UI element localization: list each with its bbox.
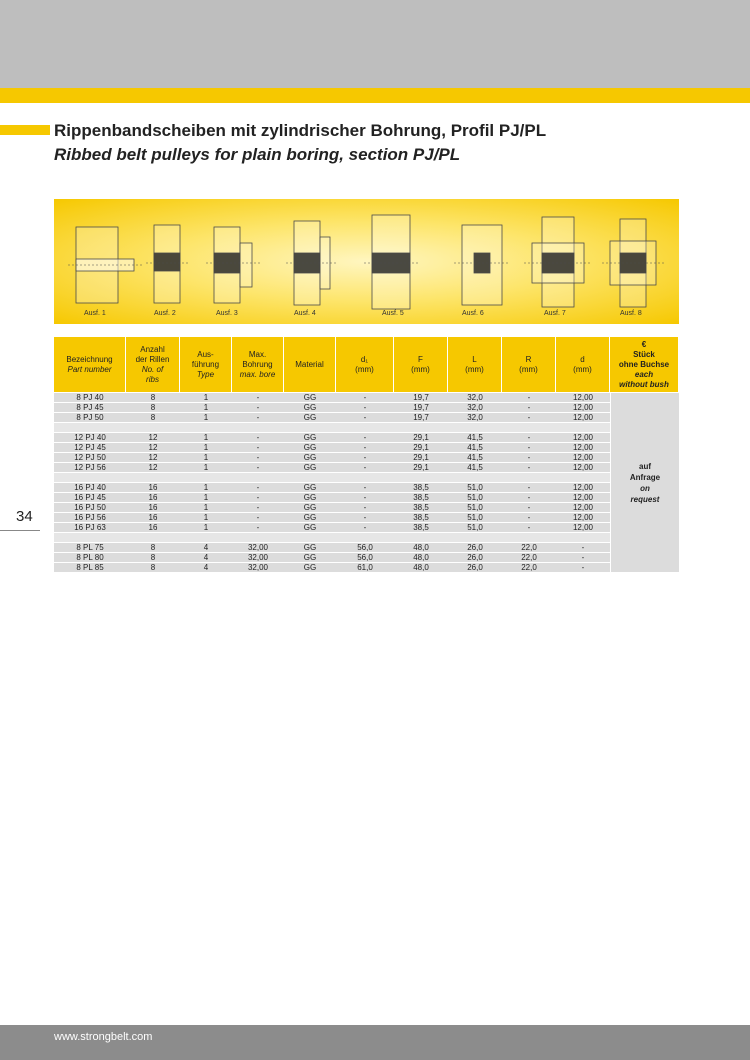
table-cell: 12,00: [556, 453, 610, 463]
technical-drawings-panel: [54, 199, 679, 324]
drawing-label-4: Ausf. 4: [294, 310, 316, 317]
table-cell: 1: [180, 503, 232, 513]
table-cell: 1: [180, 453, 232, 463]
table-cell: -: [232, 513, 284, 523]
table-cell: -: [556, 543, 610, 553]
table-row: [54, 403, 679, 413]
table-cell: 48,0: [394, 563, 448, 573]
table-cell: 8: [126, 403, 180, 413]
table-cell: -: [232, 433, 284, 443]
table-cell: 8 PL 85: [54, 563, 126, 573]
table-cell: GG: [284, 443, 336, 453]
table-cell: 16: [126, 493, 180, 503]
drawing-label-2: Ausf. 2: [154, 310, 176, 317]
table-header-row: [54, 337, 679, 393]
page-title-de: Rippenbandscheiben mit zylindrischer Bohrung, Profil PJ/PL: [54, 121, 547, 140]
table-row: [54, 503, 679, 513]
table-cell: 12,00: [556, 503, 610, 513]
table-cell: GG: [284, 433, 336, 443]
table-cell: -: [502, 493, 556, 503]
table-cell: 16 PJ 45: [54, 493, 126, 503]
table-cell: -: [502, 463, 556, 473]
table-cell: 12 PJ 40: [54, 433, 126, 443]
table-cell: GG: [284, 493, 336, 503]
table-cell: GG: [284, 523, 336, 533]
group-separator-row: [54, 533, 679, 543]
table-row: [54, 413, 679, 423]
table-cell: -: [232, 393, 284, 403]
table-cell: GG: [284, 453, 336, 463]
header-material: Material: [284, 337, 336, 393]
table-cell: -: [336, 393, 394, 403]
table-cell: 29,1: [394, 443, 448, 453]
accent-band: [0, 88, 750, 103]
table-cell: 19,7: [394, 393, 448, 403]
table-cell: 16 PJ 63: [54, 523, 126, 533]
table-cell: -: [336, 503, 394, 513]
table-cell: -: [336, 413, 394, 423]
table-row: [54, 463, 679, 473]
table-cell: 16 PJ 56: [54, 513, 126, 523]
table-cell: -: [336, 453, 394, 463]
table-cell: 12,00: [556, 403, 610, 413]
table-cell: -: [336, 483, 394, 493]
table-cell: GG: [284, 553, 336, 563]
table-cell: -: [232, 453, 284, 463]
table-cell: 12,00: [556, 483, 610, 493]
table-cell: 26,0: [448, 553, 502, 563]
table-row: [54, 453, 679, 463]
table-cell: 56,0: [336, 553, 394, 563]
table-cell: -: [502, 513, 556, 523]
drawing-label-3: Ausf. 3: [216, 310, 238, 317]
table-cell: GG: [284, 463, 336, 473]
table-cell: 19,7: [394, 413, 448, 423]
table-row: [54, 523, 679, 533]
table-cell: 12,00: [556, 443, 610, 453]
table-cell: 32,0: [448, 393, 502, 403]
table-cell: 51,0: [448, 523, 502, 533]
table-cell: -: [232, 403, 284, 413]
table-cell: GG: [284, 503, 336, 513]
table-cell: 12,00: [556, 413, 610, 423]
table-cell: 1: [180, 523, 232, 533]
table-cell: 8 PL 75: [54, 543, 126, 553]
table-cell: 12: [126, 443, 180, 453]
table-cell: 12,00: [556, 433, 610, 443]
table-cell: 48,0: [394, 543, 448, 553]
table-cell: 8 PJ 40: [54, 393, 126, 403]
title-marker: [0, 125, 50, 135]
table-cell: 32,0: [448, 403, 502, 413]
table-row: [54, 493, 679, 503]
table-cell: 1: [180, 433, 232, 443]
price-on-request: auf Anfrage on request: [610, 393, 679, 573]
table-cell: -: [336, 463, 394, 473]
page-number: 34: [16, 508, 33, 525]
header-f: F (mm): [394, 337, 448, 393]
table-cell: -: [232, 463, 284, 473]
table-cell: 12 PJ 56: [54, 463, 126, 473]
drawing-label-6: Ausf. 6: [462, 310, 484, 317]
drawing-label-7: Ausf. 7: [544, 310, 566, 317]
table-cell: 4: [180, 543, 232, 553]
table-cell: -: [502, 443, 556, 453]
header-d1: d₁ (mm): [336, 337, 394, 393]
table-cell: 29,1: [394, 433, 448, 443]
table-row: [54, 513, 679, 523]
table-row: [54, 443, 679, 453]
header-price: € Stück ohne Buchse each without bush: [610, 337, 679, 393]
table-cell: 26,0: [448, 563, 502, 573]
table-cell: -: [232, 483, 284, 493]
table-cell: 38,5: [394, 503, 448, 513]
table-cell: 16: [126, 523, 180, 533]
table-cell: -: [502, 413, 556, 423]
table-cell: 16 PJ 40: [54, 483, 126, 493]
table-cell: 32,00: [232, 553, 284, 563]
table-cell: -: [336, 403, 394, 413]
table-cell: 4: [180, 563, 232, 573]
table-cell: 8 PJ 45: [54, 403, 126, 413]
group-separator-row: [54, 473, 679, 483]
table-cell: -: [336, 433, 394, 443]
table-cell: 41,5: [448, 463, 502, 473]
table-cell: 8 PJ 50: [54, 413, 126, 423]
table-cell: 1: [180, 513, 232, 523]
table-cell: 51,0: [448, 483, 502, 493]
table-cell: 1: [180, 493, 232, 503]
table-cell: GG: [284, 483, 336, 493]
table-cell: 8: [126, 543, 180, 553]
table-cell: 32,00: [232, 543, 284, 553]
table-cell: 48,0: [394, 553, 448, 563]
drawing-label-1: Ausf. 1: [84, 310, 106, 317]
table-cell: 8: [126, 553, 180, 563]
table-cell: -: [232, 493, 284, 503]
table-cell: 1: [180, 463, 232, 473]
table-cell: 16: [126, 483, 180, 493]
footer-url[interactable]: www.strongbelt.com: [54, 1031, 153, 1043]
group-separator: [54, 473, 610, 483]
table-cell: 38,5: [394, 483, 448, 493]
pulley-drawings: [54, 199, 679, 324]
table-cell: 22,0: [502, 543, 556, 553]
header-band: [0, 0, 750, 88]
table-cell: -: [502, 483, 556, 493]
table-cell: -: [232, 413, 284, 423]
header-max-bore: Max. Bohrung max. bore: [232, 337, 284, 393]
table-cell: -: [232, 443, 284, 453]
drawing-label-8: Ausf. 8: [620, 310, 642, 317]
table-cell: -: [502, 403, 556, 413]
table-cell: -: [556, 553, 610, 563]
table-cell: 12: [126, 433, 180, 443]
table-cell: -: [502, 433, 556, 443]
table-cell: GG: [284, 393, 336, 403]
group-separator: [54, 533, 610, 543]
group-separator: [54, 423, 610, 433]
table-cell: 1: [180, 443, 232, 453]
table-cell: 12,00: [556, 393, 610, 403]
table-cell: 38,5: [394, 513, 448, 523]
table-cell: 4: [180, 553, 232, 563]
table-cell: -: [502, 393, 556, 403]
table-cell: -: [336, 513, 394, 523]
table-cell: 29,1: [394, 453, 448, 463]
table-cell: 12 PJ 45: [54, 443, 126, 453]
table-cell: 12,00: [556, 513, 610, 523]
table-cell: -: [336, 493, 394, 503]
table-cell: 32,00: [232, 563, 284, 573]
table-cell: 51,0: [448, 513, 502, 523]
table-cell: -: [336, 443, 394, 453]
table-cell: 29,1: [394, 463, 448, 473]
table-cell: 41,5: [448, 433, 502, 443]
table-row: [54, 483, 679, 493]
table-cell: 56,0: [336, 543, 394, 553]
table-cell: 12,00: [556, 493, 610, 503]
table-cell: 61,0: [336, 563, 394, 573]
table-cell: 16 PJ 50: [54, 503, 126, 513]
page-title-en: Ribbed belt pulleys for plain boring, section PJ/PL: [54, 145, 461, 164]
table-cell: 38,5: [394, 523, 448, 533]
table-cell: -: [502, 503, 556, 513]
table-cell: 1: [180, 413, 232, 423]
table-cell: 26,0: [448, 543, 502, 553]
table-cell: 41,5: [448, 443, 502, 453]
table-cell: 12 PJ 50: [54, 453, 126, 463]
table-cell: 16: [126, 503, 180, 513]
table-cell: 12,00: [556, 523, 610, 533]
table-cell: 38,5: [394, 493, 448, 503]
table-cell: GG: [284, 513, 336, 523]
table-cell: 22,0: [502, 553, 556, 563]
table-cell: -: [556, 563, 610, 573]
table-body: [54, 393, 679, 573]
table-cell: -: [232, 523, 284, 533]
table-cell: 12: [126, 463, 180, 473]
table-cell: 12: [126, 453, 180, 463]
table-cell: 51,0: [448, 503, 502, 513]
table-cell: GG: [284, 403, 336, 413]
table-cell: 32,0: [448, 413, 502, 423]
table-cell: 12,00: [556, 463, 610, 473]
table-cell: -: [336, 523, 394, 533]
table-cell: 16: [126, 513, 180, 523]
table-row: [54, 553, 679, 563]
table-cell: 8 PL 80: [54, 553, 126, 563]
pulley-spec-table: [54, 337, 679, 573]
header-r: R (mm): [502, 337, 556, 393]
drawing-label-5: Ausf. 5: [382, 310, 404, 317]
header-l: L (mm): [448, 337, 502, 393]
table-row: [54, 563, 679, 573]
table-row: [54, 433, 679, 443]
table-cell: GG: [284, 563, 336, 573]
table-cell: -: [502, 523, 556, 533]
table-cell: 1: [180, 403, 232, 413]
table-cell: 41,5: [448, 453, 502, 463]
table-cell: 1: [180, 483, 232, 493]
header-part-number: Bezeichnung Part number: [54, 337, 126, 393]
euro-icon: €: [641, 339, 647, 349]
table-cell: 8: [126, 393, 180, 403]
header-d: d (mm): [556, 337, 610, 393]
table-row: [54, 393, 679, 403]
header-ribs: Anzahl der Rillen No. of ribs: [126, 337, 180, 393]
table-cell: -: [232, 503, 284, 513]
group-separator-row: [54, 423, 679, 433]
table-row: [54, 543, 679, 553]
table-cell: 8: [126, 563, 180, 573]
table-cell: 19,7: [394, 403, 448, 413]
header-type: Aus- führung Type: [180, 337, 232, 393]
table-cell: GG: [284, 543, 336, 553]
page-number-rule: [0, 530, 40, 531]
table-cell: 8: [126, 413, 180, 423]
table-cell: -: [502, 453, 556, 463]
table-cell: GG: [284, 413, 336, 423]
table-cell: 51,0: [448, 493, 502, 503]
table-cell: 1: [180, 393, 232, 403]
table-cell: 22,0: [502, 563, 556, 573]
